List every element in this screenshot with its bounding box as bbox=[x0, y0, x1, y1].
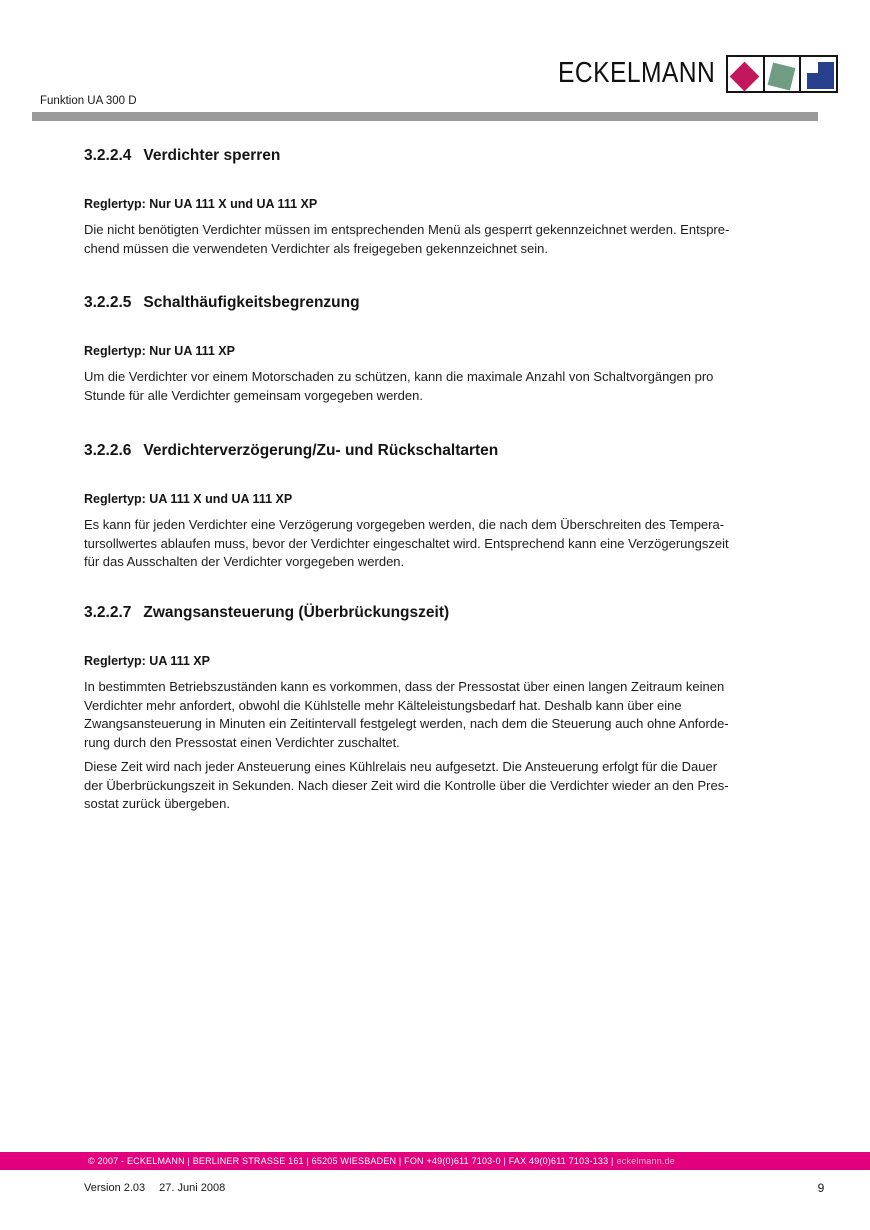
footer-address bbox=[88, 1156, 675, 1166]
blue-square-icon bbox=[807, 62, 834, 89]
logo-cell bbox=[728, 57, 765, 91]
section-heading bbox=[84, 441, 820, 460]
section-verdichter-sperren bbox=[84, 146, 820, 258]
section-heading bbox=[84, 603, 820, 622]
section-title: Verdichter sperren bbox=[143, 147, 281, 164]
body-line: Um die Verdichter vor einem Motorschaden zu schützen, kann die maximale Anzahl von Schaltvorgängen pro bbox=[84, 369, 714, 384]
eckelmann-logo bbox=[726, 55, 838, 93]
logo-cell bbox=[765, 57, 802, 91]
footer-bar bbox=[0, 1152, 870, 1170]
footer-website-link[interactable]: eckelmann.de bbox=[616, 1156, 676, 1166]
footer-address-text: © 2007 - ECKELMANN | BERLINER STRASSE 161 | 65205 WIESBADEN | FON +49(0)611 7103-0 | FAX 49(0)611 7103-133 | bbox=[88, 1156, 614, 1166]
paragraph bbox=[84, 516, 820, 572]
section-number: 3.2.2.6 bbox=[84, 442, 132, 459]
body-line: Stunde für alle Verdichter gemeinsam vorgegeben werden. bbox=[84, 387, 423, 403]
body-line: Es kann für jeden Verdichter eine Verzögerung vorgegeben werden, die nach dem Überschreiten des Tempera- bbox=[84, 517, 725, 532]
reglertyp-label: Reglertyp: Nur UA 111 XP bbox=[84, 344, 235, 358]
paragraph bbox=[84, 221, 820, 258]
doc-title: Funktion UA 300 D bbox=[40, 95, 137, 107]
paragraph bbox=[84, 678, 820, 752]
body-line: Die nicht benötigten Verdichter müssen im entsprechenden Menü als gesperrt gekennzeichnet werden. Entspre- bbox=[84, 222, 730, 237]
section-schalthaeufigkeitsbegrenzung bbox=[84, 293, 820, 405]
section-title: Schalthäufigkeitsbegrenzung bbox=[143, 294, 360, 311]
section-verdichterverzoegerung bbox=[84, 441, 820, 572]
body-line: In bestimmten Betriebszuständen kann es vorkommen, dass der Pressostat über einen langen Zeitraum keinen bbox=[84, 679, 725, 694]
body-line: chend müssen die verwendeten Verdichter als freigegeben gekennzeichnet sein. bbox=[84, 240, 548, 256]
section-zwangsansteuerung bbox=[84, 603, 820, 814]
body-line: Diese Zeit wird nach jeder Ansteuerung eines Kühlrelais neu aufgesetzt. Die Ansteuerung erfolgt für die Dauer bbox=[84, 759, 718, 774]
section-number: 3.2.2.5 bbox=[84, 294, 132, 311]
paragraph bbox=[84, 368, 820, 405]
version-label: Version 2.03 bbox=[84, 1182, 146, 1194]
section-title: Zwangsansteuerung (Überbrückungszeit) bbox=[143, 604, 450, 621]
magenta-diamond-icon bbox=[730, 62, 760, 92]
green-square-icon bbox=[767, 63, 795, 91]
body-line: rung durch den Pressostat einen Verdichter zuschaltet. bbox=[84, 734, 400, 750]
section-title: Verdichterverzögerung/Zu- und Rückschaltarten bbox=[143, 442, 499, 459]
revision-date: 27. Juni 2008 bbox=[159, 1182, 226, 1194]
eckelmann-wordmark: ECKELMANN bbox=[558, 57, 716, 89]
logo-cell bbox=[801, 57, 836, 91]
body-line: für das Ausschalten der Verdichter vorgegeben werden. bbox=[84, 554, 405, 569]
body-line: Zwangsansteuerung in Minuten ein Zeitintervall festgelegt werden, nach dem die Steuerung auch ohne Anforde- bbox=[84, 716, 729, 731]
header-rule bbox=[32, 112, 818, 121]
body-line: Verdichter mehr anfordert, obwohl die Kühlstelle mehr Kälteleistungsbedarf hat. Deshalb kann über eine bbox=[84, 697, 682, 713]
paragraph bbox=[84, 758, 820, 814]
body-line: der Überbrückungszeit in Sekunden. Nach dieser Zeit wird die Kontrolle über die Verdichter wieder an den Pres- bbox=[84, 777, 729, 793]
section-number: 3.2.2.7 bbox=[84, 604, 132, 621]
body-line: tursollwertes ablaufen muss, bevor der Verdichter eingeschaltet wird. Entsprechend kann eine Verzögerungszeit bbox=[84, 535, 729, 551]
reglertyp-label: Reglertyp: UA 111 X und UA 111 XP bbox=[84, 492, 293, 506]
reglertyp-label: Reglertyp: UA 111 XP bbox=[84, 654, 210, 668]
section-heading bbox=[84, 293, 820, 312]
section-number: 3.2.2.4 bbox=[84, 147, 132, 164]
version-line bbox=[84, 1182, 225, 1194]
body-line: sostat zurück übergeben. bbox=[84, 796, 230, 811]
reglertyp-label: Reglertyp: Nur UA 111 X und UA 111 XP bbox=[84, 197, 318, 211]
section-heading bbox=[84, 146, 820, 165]
page-number: 9 bbox=[817, 1181, 825, 1195]
